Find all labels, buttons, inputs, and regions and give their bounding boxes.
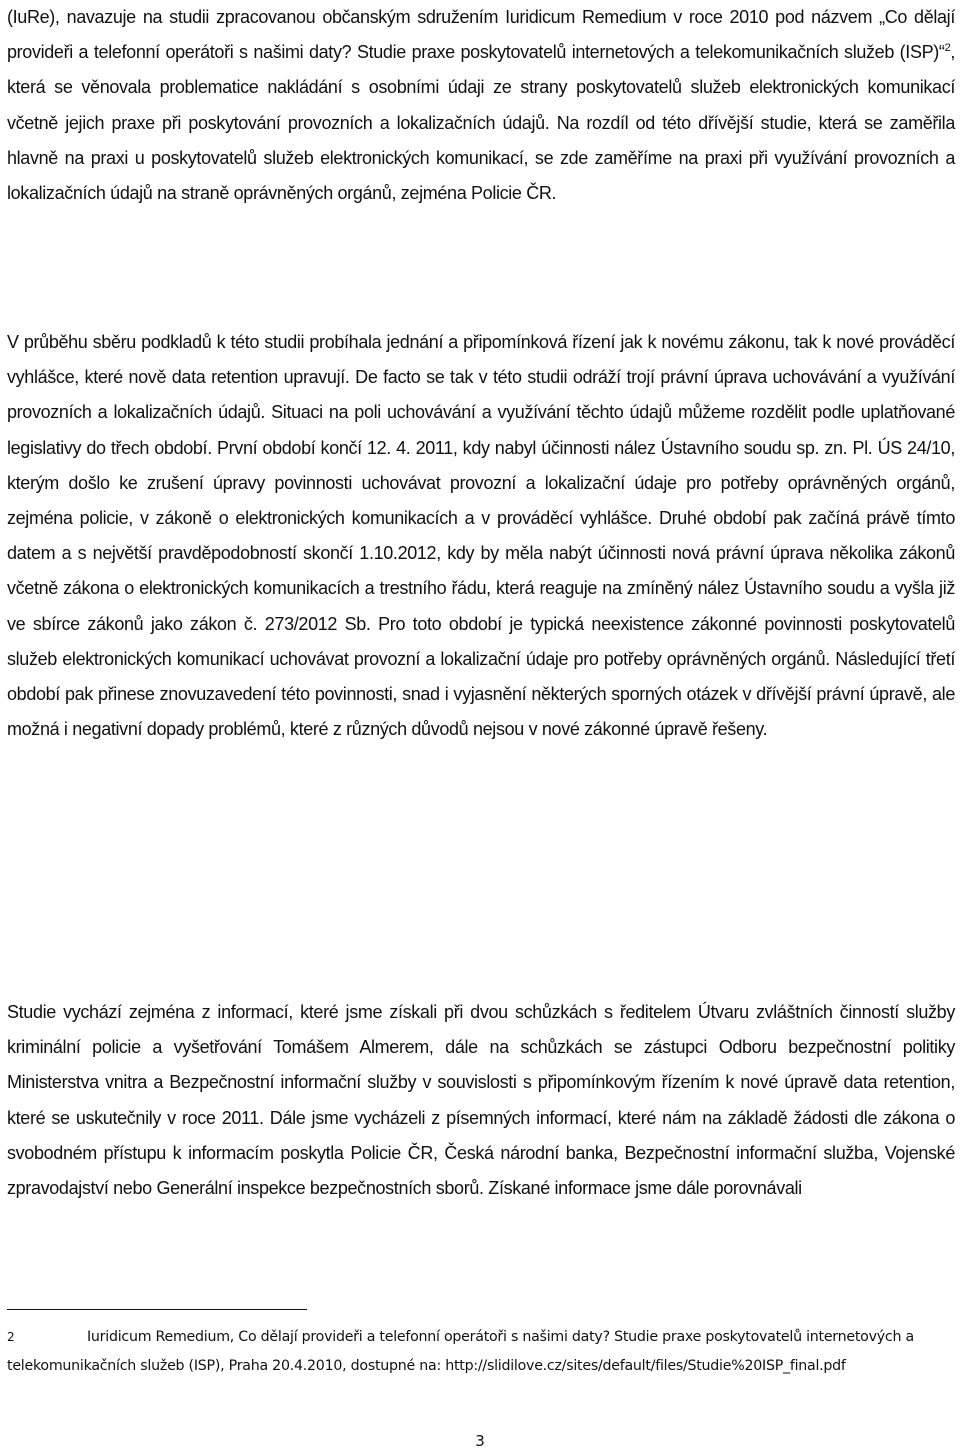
page-number: 3 xyxy=(475,1432,485,1450)
footnote-text: Iuridicum Remedium, Co dělají provideři a telefonní operátoři s našimi daty? Studie praxe poskytovatelů internetových a telekomunikačních služeb (ISP), Praha 20.4.2010, dostupné na: http://slidilove.cz/sites/default/files/Studie%20ISP_final.pdf xyxy=(7,1329,914,1374)
paragraph-1-text-start: (IuRe), navazuje na studii zpracovanou občanským sdružením Iuridicum Remedium v roce 2010 pod názvem „Co dělají provideři a telefonní operátoři s našimi daty? Studie praxe poskytovatelů internetových a telekomunikačních služeb (ISP)“ xyxy=(7,7,955,63)
paragraph-1-text-end: , která se věnovala problematice nakládání s osobními údaji ze strany poskytovatelů služeb elektronických komunikací včetně jejich praxe při poskytování provozních a lokalizačních údajů. Na rozdíl od této dřívější studie, která se zaměřila hlavně na praxi u poskytovatelů služeb elektronických komunikací, se zde zaměříme na praxi při využívání provozních a lokalizačních údajů na straně oprávněných orgánů, zejména Policie ČR. xyxy=(7,42,955,204)
footnote-number: 2 xyxy=(7,1330,15,1344)
footnote-reference[interactable]: 2 xyxy=(944,42,951,55)
footnote xyxy=(7,1323,947,1381)
paragraph-3: Studie vychází zejména z informací, které jsme získali při dvou schůzkách s ředitelem Útvaru zvláštních činností služby kriminální policie a vyšetřování Tomášem Almerem, dále na schůzkách se zástupci Odboru bezpečnostní politiky Ministerstva vnitra a Bezpečnostní informační služby v souvislosti s připomínkovým řízením k nové úpravě data retention, které se uskutečnily v roce 2011. Dále jsme vycházeli z písemných informací, které nám na základě žádosti dle zákona o svobodném přístupu k informacím poskytla Policie ČR, Česká národní banka, Bezpečnostní informační služba, Vojenské zpravodajství nebo Generální inspekce bezpečnostních sborů. Získané informace jsme dále porovnávali xyxy=(7,1002,955,1199)
footnote-separator xyxy=(7,1309,307,1310)
paragraph-1 xyxy=(7,0,955,211)
paragraph-2: V průběhu sběru podkladů k této studii probíhala jednání a připomínková řízení jak k novému zákonu, tak k nové prováděcí vyhlášce, které nově data retention upravují. De facto se tak v této studii odráží trojí právní úprava uchovávání a využívání provozních a lokalizačních údajů. Situaci na poli uchovávání a využívání těchto údajů můžeme rozdělit podle uplatňované legislativy do třech období. První období končí 12. 4. 2011, kdy nabyl účinnosti nález Ústavního soudu sp. zn. Pl. ÚS 24/10, kterým došlo ke zrušení úpravy povinnosti uchovávat provozní a lokalizační údaje pro potřeby oprávněných orgánů, zejména policie, v zákoně o elektronických komunikacích a v prováděcí vyhlášce. Druhé období pak začíná právě tímto datem a s největší pravděpodobností skončí 1.10.2012, kdy by měla nabýt účinnosti nová právní úprava několika zákonů včetně zákona o elektronických komunikacích a trestního řádu, která reaguje na zmíněný nález Ústavního soudu a vyšla již ve sbírce zákonů jako zákon č. 273/2012 Sb. Pro toto období je typická neexistence zákonné povinnosti poskytovatelů služeb elektronických komunikací uchovávat provozní a lokalizační údaje pro potřeby oprávněných orgánů. Následující třetí období pak přinese znovuzavedení této povinnosti, snad i vyjasnění některých sporných otázek v dřívější právní úpravě, ale možná i negativní dopady problémů, které z různých důvodů nejsou v nové zákonné úpravě řešeny. xyxy=(7,332,955,740)
